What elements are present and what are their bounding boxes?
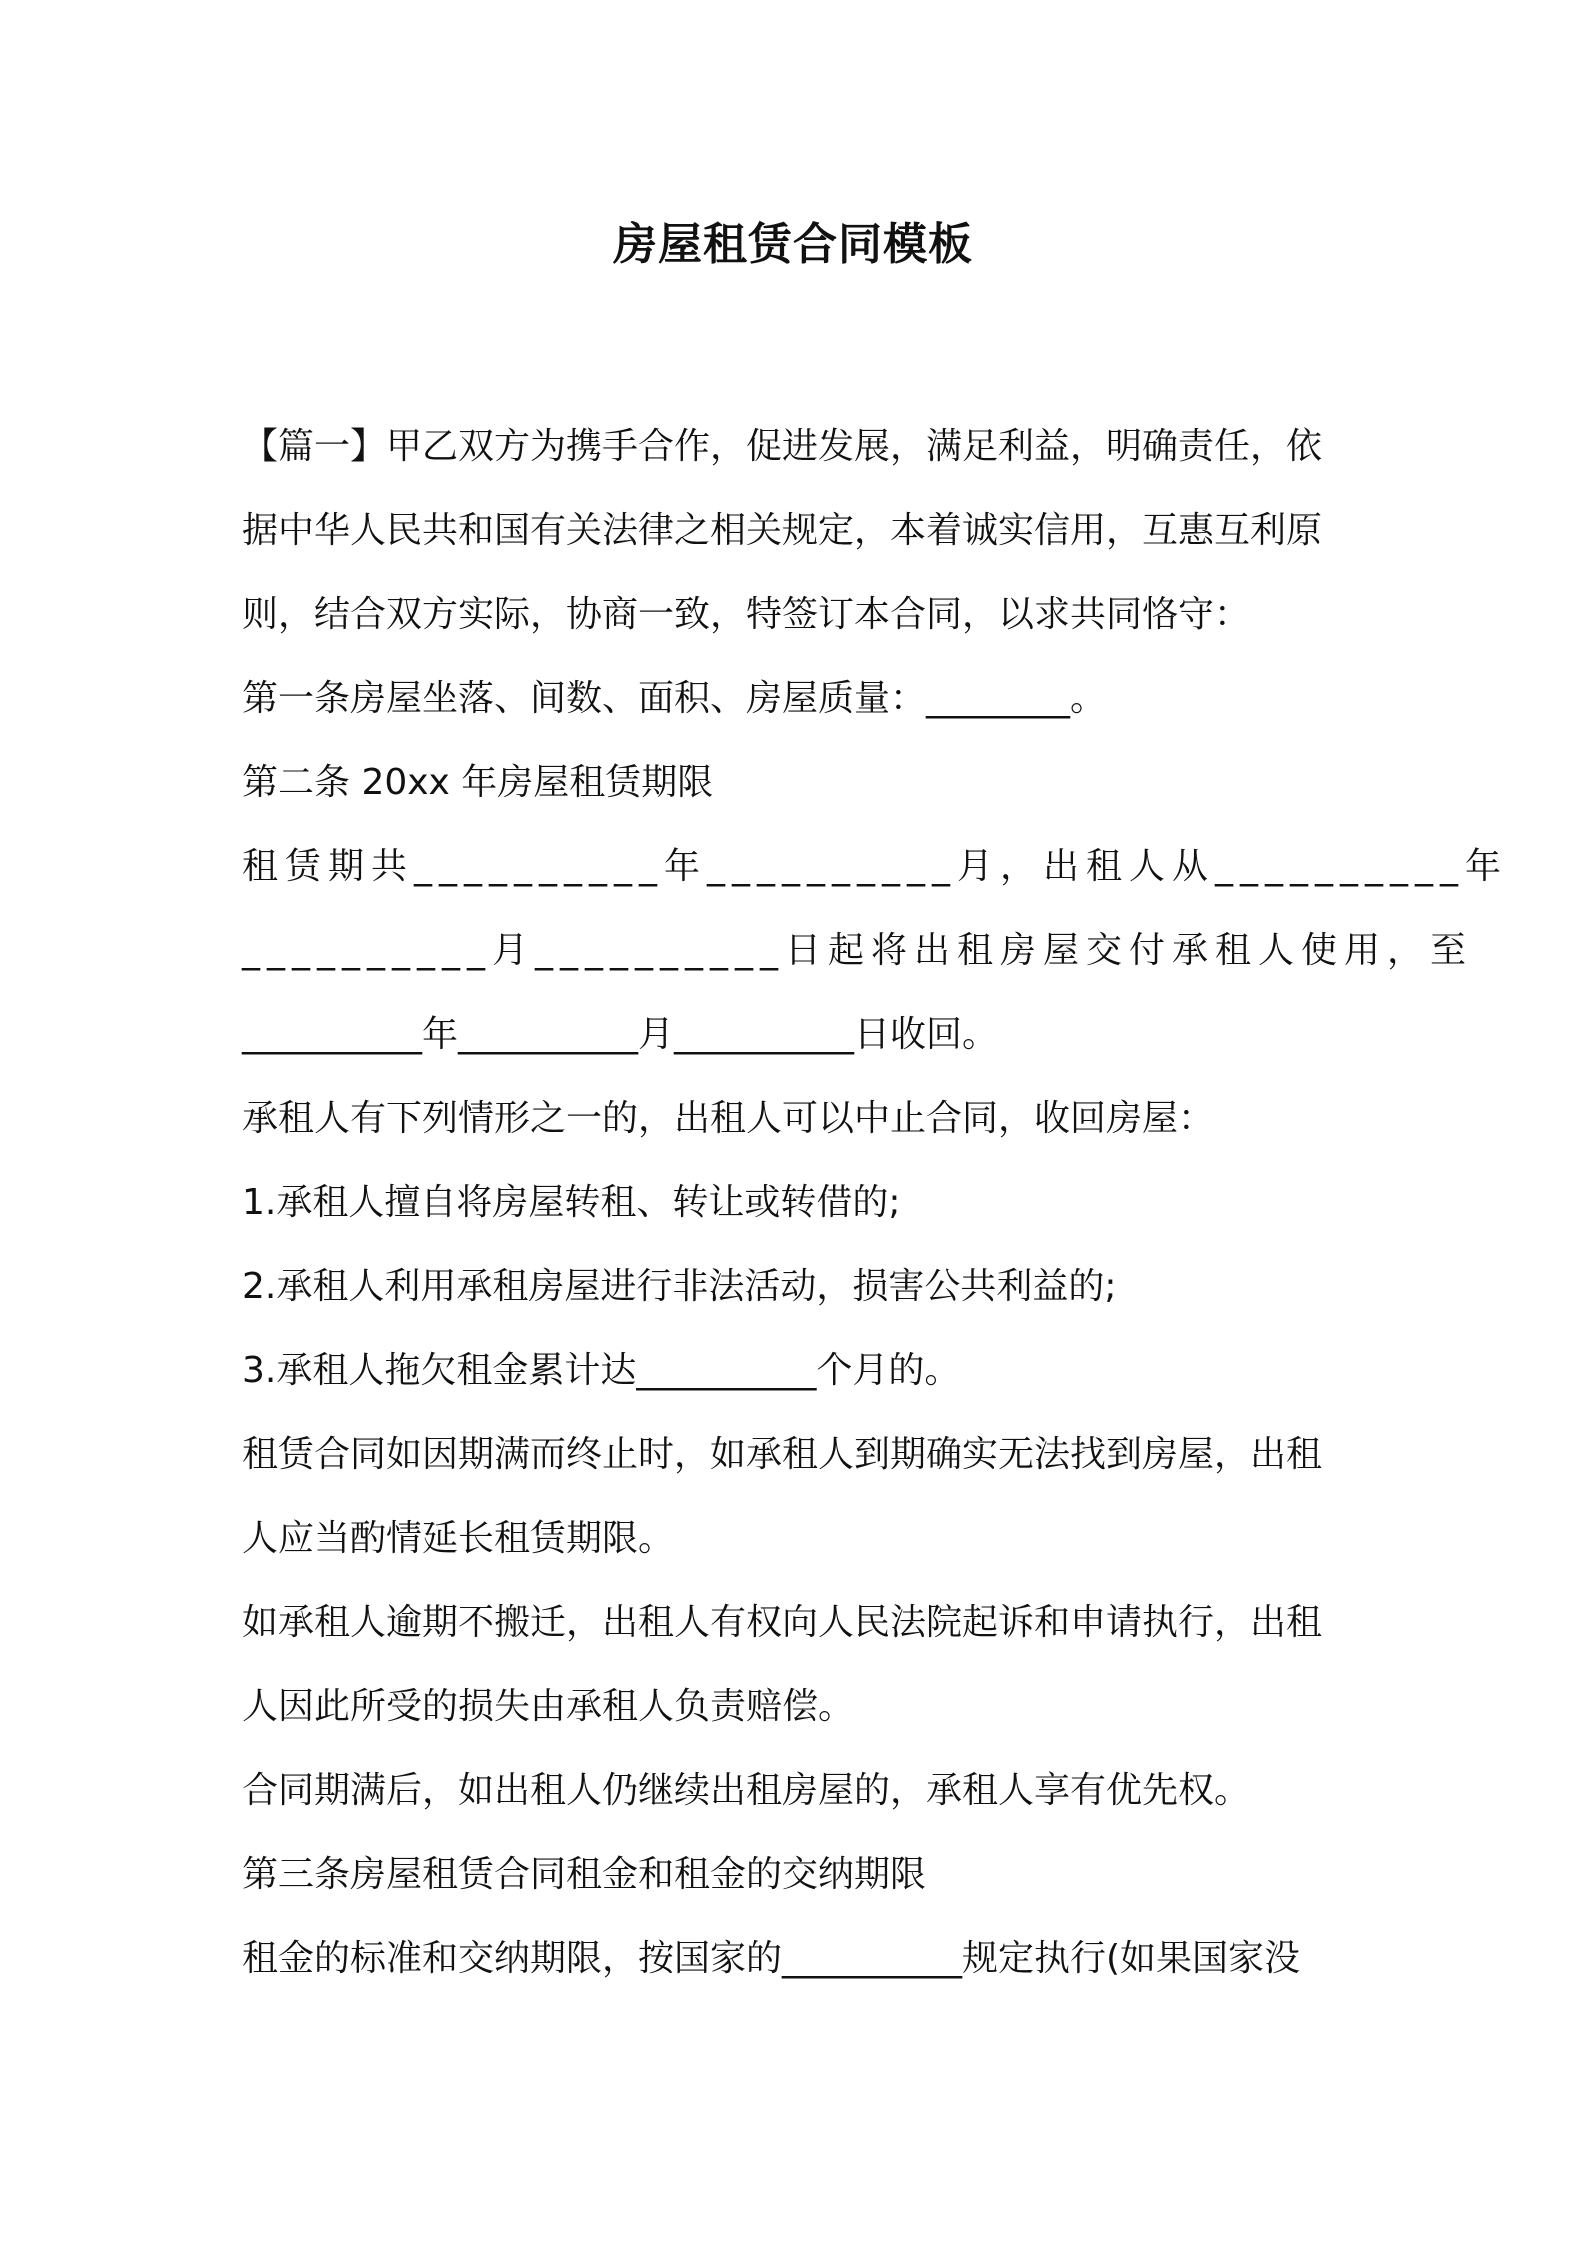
paragraph-line: 租赁期共__________年__________月，出租人从__________年 bbox=[242, 846, 1509, 887]
paragraph-line: 【篇一】甲乙双方为携手合作，促进发展，满足利益，明确责任，依 bbox=[242, 426, 1323, 467]
document-body bbox=[242, 405, 1509, 2001]
list-item: 2.承租人利用承租房屋进行非法活动，损害公共利益的; bbox=[242, 1266, 1117, 1307]
clause-heading: 第二条 20xx 年房屋租赁期限 bbox=[242, 762, 714, 803]
paragraph-line: 据中华人民共和国有关法律之相关规定，本着诚实信用，互惠互利原 bbox=[242, 510, 1323, 551]
clause-line: 第一条房屋坐落、间数、面积、房屋质量：________。 bbox=[242, 678, 1107, 719]
paragraph-line: __________年__________月__________日收回。 bbox=[242, 1014, 999, 1055]
paragraph-line: 则，结合双方实际，协商一致，特签订本合同，以求共同恪守： bbox=[242, 594, 1251, 635]
paragraph-line: 人应当酌情延长租赁期限。 bbox=[242, 1518, 675, 1559]
paragraph-line: __________月__________日起将出租房屋交付承租人使用，至 bbox=[242, 930, 1474, 971]
list-item: 3.承租人拖欠租金累计达__________个月的。 bbox=[242, 1350, 961, 1391]
paragraph-line: 合同期满后，如出租人仍继续出租房屋的，承租人享有优先权。 bbox=[242, 1770, 1251, 1811]
paragraph-line: 如承租人逾期不搬迁，出租人有权向人民法院起诉和申请执行，出租 bbox=[242, 1602, 1323, 1643]
list-item: 1.承租人擅自将房屋转租、转让或转借的; bbox=[242, 1182, 901, 1223]
paragraph-line: 租金的标准和交纳期限，按国家的__________规定执行(如果国家没 bbox=[242, 1938, 1301, 1979]
document-title: 房屋租赁合同模板 bbox=[613, 219, 973, 270]
paragraph-line: 租赁合同如因期满而终止时，如承租人到期确实无法找到房屋，出租 bbox=[242, 1434, 1323, 1475]
clause-heading: 第三条房屋租赁合同租金和租金的交纳期限 bbox=[242, 1854, 927, 1895]
paragraph-line: 承租人有下列情形之一的，出租人可以中止合同，收回房屋： bbox=[242, 1098, 1215, 1139]
paragraph-line: 人因此所受的损失由承租人负责赔偿。 bbox=[242, 1686, 855, 1727]
